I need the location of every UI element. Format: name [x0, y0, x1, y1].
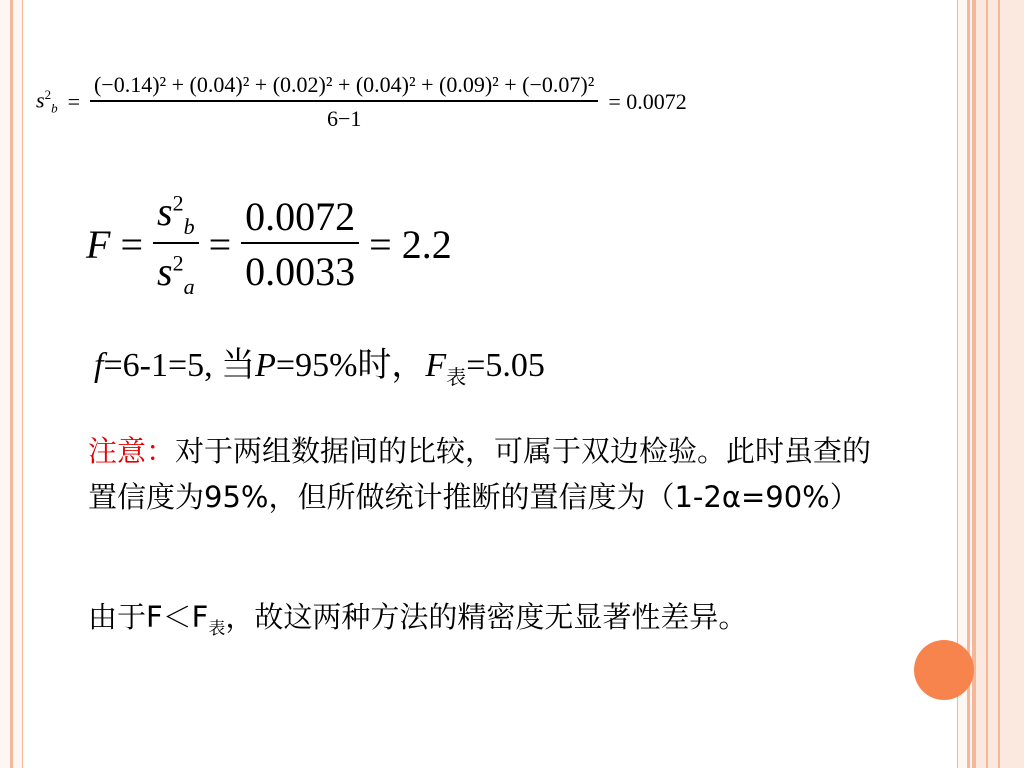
denominator-subscript: a — [183, 274, 195, 299]
variance-numerator: (−0.14)² + (0.04)² + (0.02)² + (0.04)² + (0.09)² + (−0.07)² — [93, 72, 595, 97]
note-paragraph — [88, 428, 898, 520]
variance-equation — [36, 72, 687, 132]
f-table-var: F — [425, 347, 447, 384]
note-label: 注意： — [88, 434, 176, 468]
ratio-denominator — [153, 244, 199, 300]
variance-var: s — [36, 87, 45, 113]
f-result: 2.2 — [401, 221, 452, 267]
variance-subscript: b — [51, 100, 58, 116]
conclusion-paragraph — [88, 594, 898, 652]
f-table-value: =5.05 — [466, 347, 545, 384]
numerator-var: s — [157, 189, 173, 234]
side-bar-stripe — [986, 0, 988, 768]
denominator-var: s — [157, 249, 173, 294]
conclusion-text-start: 由于F＜F — [88, 600, 209, 634]
variance-denominator: 6−1 — [326, 106, 362, 131]
ratio-numerator — [153, 188, 199, 242]
numerator-exponent: 2 — [172, 190, 184, 216]
decorative-circle — [914, 640, 974, 700]
variance-fraction — [90, 72, 598, 132]
degrees-of-freedom-line — [94, 337, 545, 390]
equals-sign: = — [208, 221, 232, 267]
conclusion-subscript: 表 — [208, 618, 226, 639]
f-var: f — [94, 347, 104, 384]
numerator-subscript: b — [183, 214, 195, 239]
variance-exponent: 2 — [44, 87, 52, 103]
side-bar-stripe — [998, 0, 1000, 768]
conclusion-text-end: ，故这两种方法的精密度无显著性差异。 — [225, 600, 748, 634]
variance-result: = 0.0072 — [608, 89, 687, 114]
f-symbol: F — [86, 221, 111, 267]
numerator-value: 0.0072 — [245, 194, 356, 239]
confidence-text: =95%时， — [275, 347, 426, 384]
variance-symbol — [36, 87, 58, 117]
denominator-value: 0.0033 — [245, 249, 356, 294]
f-table-subscript: 表 — [446, 366, 467, 389]
note-text: 对于两组数据间的比较，可属于双边检验。此时虽查的置信度为95%，但所做统计推断的置信度为（1-2α=90%） — [88, 434, 872, 514]
equals-sign: = — [369, 221, 392, 267]
dof-text: =6-1=5, 当 — [103, 347, 256, 384]
f-test-equation — [86, 188, 452, 300]
p-var: P — [255, 347, 276, 384]
slide-side-bar — [972, 0, 1024, 768]
equals-sign: = — [120, 221, 143, 267]
denominator-exponent: 2 — [172, 250, 184, 276]
variance-ratio-fraction — [153, 188, 199, 300]
equals-sign: = — [67, 89, 80, 114]
value-ratio-fraction — [241, 193, 359, 295]
